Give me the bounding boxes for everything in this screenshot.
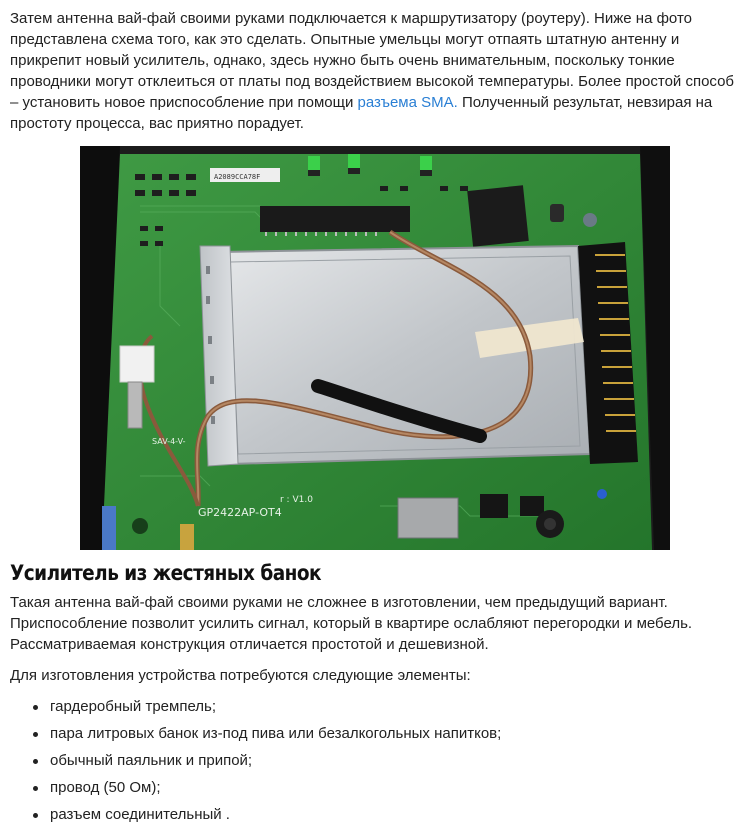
side-silk-label: SAV-4-V-: [152, 437, 186, 446]
bullet-icon: [33, 759, 38, 764]
list-item-text: провод (50 Ом);: [50, 779, 161, 796]
list-intro: Для изготовления устройства потребуются следующие элементы:: [10, 667, 471, 684]
section-heading: Усилитель из жестяных банок: [10, 561, 322, 585]
list-item: [33, 698, 740, 716]
antenna-clip: [120, 346, 154, 382]
intro-paragraph: [10, 8, 740, 134]
intro-text-before-link: Затем антенна вай-фай своими руками подключается к маршрутизатору (роутеру). Ниже на фото представлена схема того, как это сделать. Опытные умельцы могут отпаять штатную антенну и прикрепит новый усилитель, однако, здесь нужно быть очень внимательным, поскольку тонкие проводники могут отклеиться от платы под воздействием высокой температуры. Более простой способ – установить новое приспособление при помощи: [10, 10, 735, 111]
bullet-icon: [33, 786, 38, 791]
board-revision-label: r : V1.0: [280, 495, 313, 505]
board-model-label: GP2422AP-OT4: [198, 506, 282, 519]
router-board-photo: [80, 146, 670, 550]
list-item: [33, 806, 740, 824]
bullet-icon: [33, 705, 38, 710]
list-item: [33, 725, 740, 743]
list-item-text: пара литровых банок из-под пива или безалкогольных напитков;: [50, 725, 502, 742]
ram-chip: [260, 206, 410, 232]
list-item: [33, 779, 740, 797]
list-item-text: гардеробный тремпель;: [50, 698, 217, 715]
intro-text-after-link: Полученный результат, невзирая на простоту процесса, вас приятно порадует.: [10, 94, 713, 132]
ethernet-jack: [398, 498, 458, 538]
materials-list: [10, 698, 740, 824]
list-item-text: обычный паяльник и припой;: [50, 752, 253, 769]
list-item: [33, 752, 740, 770]
blue-antenna-base: [102, 506, 116, 550]
regulator-chip: [480, 494, 508, 518]
list-item-text: разъем соединительный .: [50, 806, 230, 823]
router-board-illustration: [80, 146, 670, 550]
section-paragraph: Такая антенна вай-фай своими руками не сложнее в изготовлении, чем предыдущий вариант. Приспособление позволит усилить сигнал, который в квартире ослабляют перегородки и мебель. Рассматриваемая конструкция отличается простотой и дешевизной.: [10, 594, 693, 653]
processor-chip: [467, 185, 529, 247]
chip-sticker-label: A2089CCA78F: [214, 173, 261, 181]
bullet-icon: [33, 813, 38, 818]
bullet-icon: [33, 732, 38, 737]
sma-connector-link[interactable]: разъема SMA.: [357, 94, 458, 111]
antenna-post: [128, 382, 142, 428]
